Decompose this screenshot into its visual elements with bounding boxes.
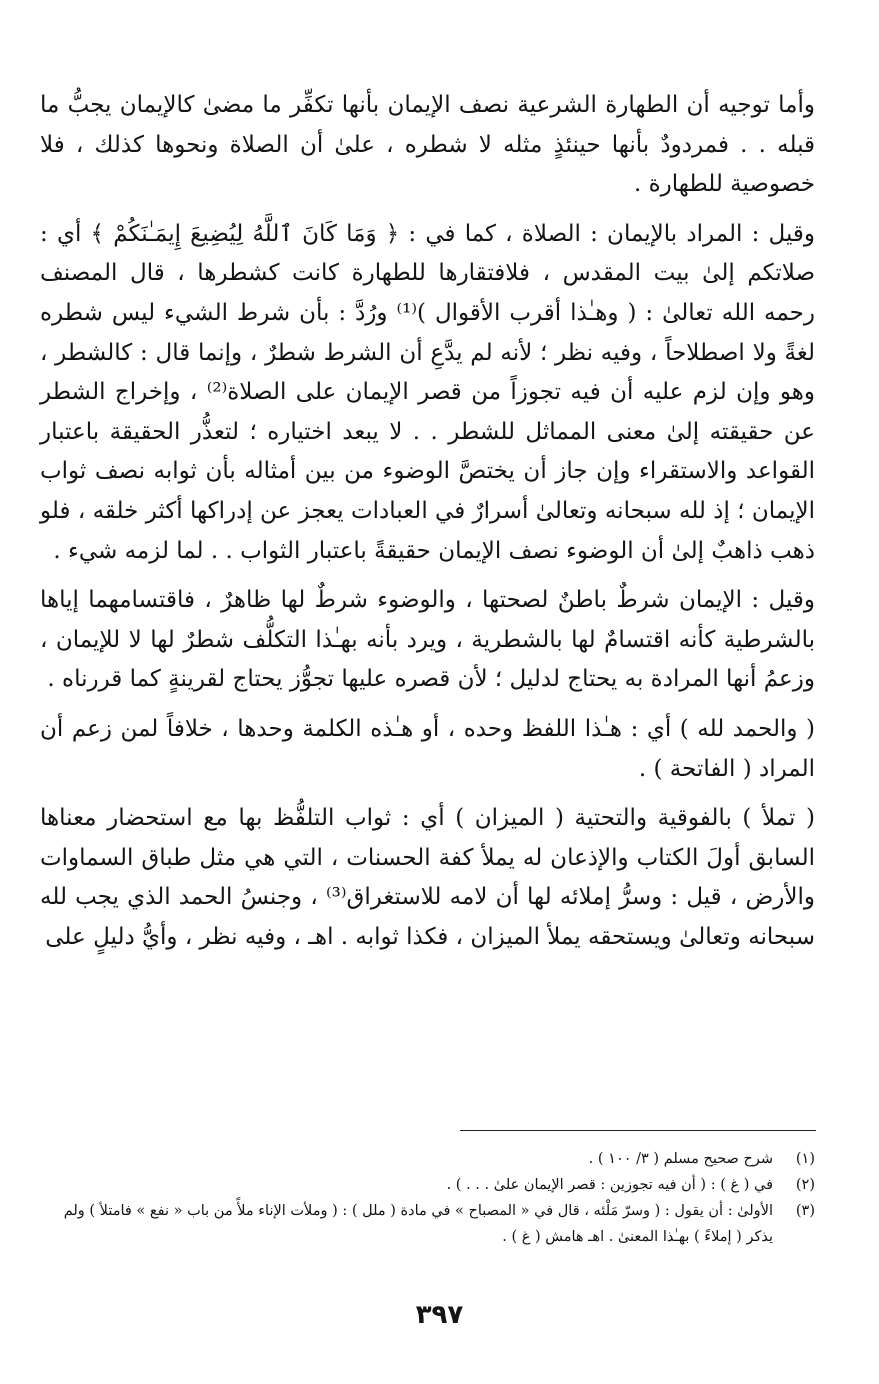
paragraph-2: وقيل : المراد بالإيمان : الصلاة ، كما في : ﴿ وَمَا كَانَ ٱللَّهُ لِيُضِيعَ إِيمَـٰنَكُمْ ﴾ أي : صلاتكم إلىٰ بيت المقدس ، فلافتقارها للطهارة كانت كشطرها ، قال المصنف رحمه الله تعالىٰ : ( وهـٰذا أقرب الأقوال )⁽¹⁾ ورُدَّ : بأن شرط الشيء ليس شطره لغةً ولا اصطلاحاً ، وفيه نظر ؛ لأنه لم يدَّعِ أن الشرط شطرٌ ، وإنما قال : كالشطر ، وهو وإن لزم عليه أن فيه تجوزاً من قصر الإيمان على الصلاة⁽²⁾ ، وإخراج الشطر عن حقيقته إلىٰ معنى المماثل للشطر . . لا يبعد اختياره ؛ لتعذُّر الحقيقة باعتبار القواعد والاستقراء وإن جاز أن يختصَّ الوضوء من بين أمثاله بأن ثوابه نصف ثواب الإيمان ؛ إذ لله سبحانه وتعالىٰ أسرارٌ في العبادات يعجز عن إدراكها أكثر خلقه ، فلو ذهب ذاهبٌ إلىٰ أن الوضوء نصف الإيمان حقيقةً باعتبار الثواب . . لما لزمه شيء .	[40, 220, 815, 564]
footnote-2-number: (٢)	[795, 1177, 815, 1193]
main-text	[40, 86, 815, 957]
footnote-1-number: (١)	[795, 1151, 815, 1167]
paragraph-5: ( تملأ ) بالفوقية والتحتية ( الميزان ) أي : ثواب التلفُّظ بها مع استحضار معناها السابق أولَ الكتاب والإذعان له يملأ كفة الحسنات ، التي هي مثل طباق السماوات والأرض ، قيل : وسرُّ إملائه لها أن لامه للاستغراق⁽³⁾ ، وجنسُ الحمد الذي يجب لله سبحانه وتعالىٰ ويستحقه يملأ الميزان ، فكذا ثوابه . اهـ ، وفيه نظر ، وأيُّ دليلٍ على	[40, 805, 815, 950]
footnote-1	[60, 1146, 815, 1172]
footnote-2	[60, 1172, 815, 1198]
footnote-3	[60, 1198, 815, 1250]
footnote-3-number: (٣)	[795, 1203, 815, 1219]
footnote-separator	[460, 1130, 816, 1131]
paragraph-4: ( والحمد لله ) أي : هـٰذا اللفظ وحده ، أو هـٰذه الكلمة وحدها ، خلافاً لمن زعم أن المراد ( الفاتحة ) .	[40, 715, 815, 782]
footnote-2-text: في ( غ ) : ( أن فيه تجوزين : قصر الإيمان علىٰ . . . ) .	[446, 1177, 773, 1193]
page-number: ٣٩٧	[415, 1300, 464, 1330]
paragraph-1: وأما توجيه أن الطهارة الشرعية نصف الإيمان بأنها تكفِّر ما مضىٰ كالإيمان يجبُّ ما قبله . . فمردودٌ بأنها حينئذٍ مثله لا شطره ، علىٰ أن الصلاة ونحوها كذلك ، فلا خصوصية للطهارة .	[40, 92, 815, 198]
footnote-1-text: شرح صحيح مسلم ( ٣/ ١٠٠ ) .	[588, 1151, 773, 1167]
paragraph-3: وقيل : الإيمان شرطٌ باطنٌ لصحتها ، والوضوء شرطٌ لها ظاهرٌ ، فاقتسامهما إياها بالشرطية كأنه اقتسامٌ لها بالشطرية ، ويرد بأنه بهـٰذا التكلُّف شطرٌ لها لا للإيمان ، وزعمُ أنها المرادة به يحتاج لدليل ؛ لأن قصره عليها تجوُّز يحتاج لقرينةٍ كما قررناه .	[40, 587, 815, 693]
footnotes	[60, 1146, 815, 1250]
footnote-3-text: الأولىٰ : أن يقول : ( وسرّ مَلْئه ، قال في « المصباح » في مادة ( ملل ) : ( وملأت الإناء ملأً من باب « نفع » فامتلأ ) ولم يذكر ( إملاءً ) بهـٰذا المعنىٰ . اهـ هامش ( غ ) .	[63, 1203, 773, 1245]
